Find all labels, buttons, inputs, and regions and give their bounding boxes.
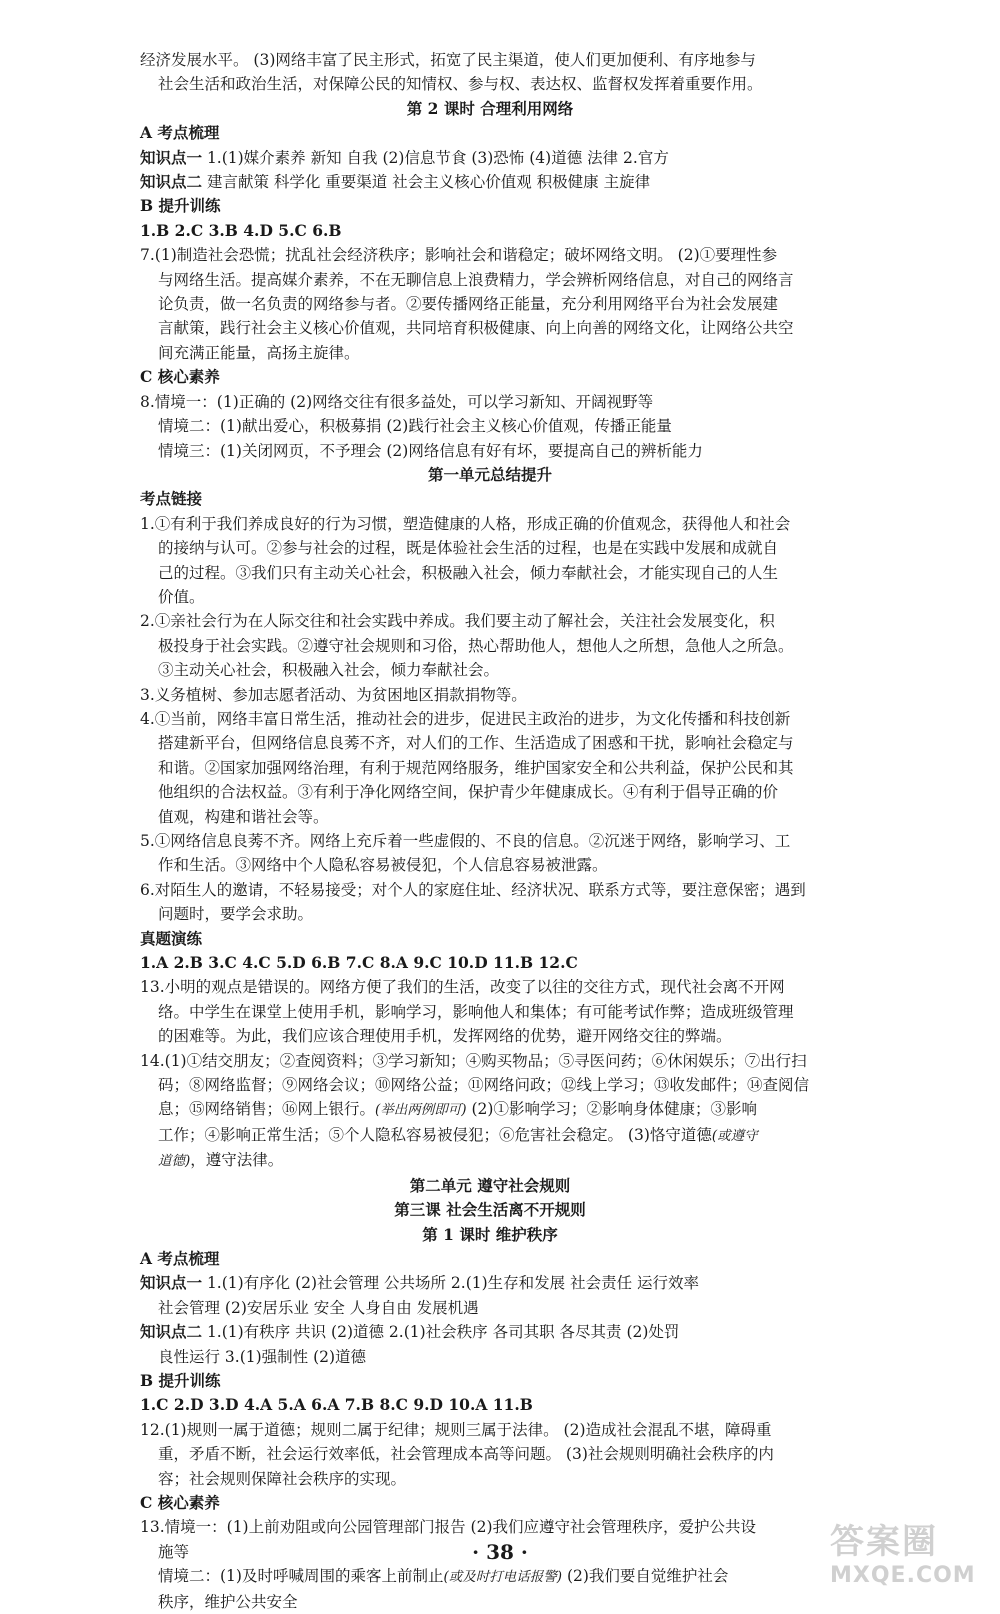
period-title: 第 1 课时 维护秩序 [422, 1224, 558, 1244]
text-line: 己的过程。③我们只有主动关心社会，积极融入社会，倾力奉献社会，才能实现自己的人生 [158, 563, 779, 582]
lesson-title: 第 2 课时 合理利用网络 [406, 98, 574, 118]
answer-3: 3.义务植树、参加志愿者活动、为贫困地区捐款捐物等。 [140, 685, 527, 704]
text-line: 7.(1)制造社会恐慌；扰乱社会经济秩序；影响社会和谐稳定；破坏网络文明。 (2)①要理性参 [140, 246, 778, 265]
intro-paragraph [140, 48, 840, 97]
text-line: 重，矛盾不断，社会运行效率低，社会管理成本高等问题。 (3)社会规则明确社会秩序的内 [158, 1445, 774, 1464]
answer-14 [140, 1049, 840, 1174]
watermark-logo [830, 1514, 980, 1592]
text-line: 5.①网络信息良莠不齐。网络上充斥着一些虚假的、不良的信息。②沉迷于网络，影响学习、工 [140, 832, 791, 850]
text-line: 与网络生活。提高媒介素养，不在无聊信息上浪费精力，学会辨析网络信息，对自己的网络言 [158, 270, 794, 289]
text-line: 良性运行 3.(1)强制性 (2)道德 [158, 1347, 367, 1366]
text-line: 的困难等。为此，我们应该合理使用手机，发挥网络的优势，避开网络交往的弊端。 [158, 1027, 732, 1046]
text-line: 社会管理 (2)安居乐业 安全 人身自由 发展机遇 [158, 1298, 479, 1317]
text-line: 和谐。②国家加强网络治理，有利于规范网络服务，维护国家安全和公共利益，保护公民和其 [158, 758, 794, 777]
text-line: 搭建新平台，但网络信息良莠不齐，对人们的工作、生活造成了困惑和干扰，影响社会稳定与 [158, 734, 794, 753]
knowledge-point-text: 1.(1)有序化 (2)社会管理 公共场所 2.(1)生存和发展 社会责任 运行效率 [202, 1274, 700, 1293]
text-line: 络。中学生在课堂上使用手机，影响学习，影响他人和集体；有可能考试作弊；造成班级管理 [158, 1002, 794, 1021]
note-span: (或遵守 [711, 1127, 758, 1144]
text-line: 经济发展水平。 (3)网络丰富了民主形式，拓宽了民主渠道，使人们更加便利、有序地参与 [140, 51, 756, 69]
text-line: 论负责，做一名负责的网络参与者。②要传播网络正能量，充分利用网络平台为社会发展建 [158, 295, 779, 314]
page-number: · 38 · [472, 1540, 528, 1564]
text-line: 秩序，维护公共安全 [158, 1592, 298, 1611]
knowledge-point-label: 知识点二 [140, 172, 203, 192]
text-line: 8.情境一：(1)正确的 (2)网络交往有很多益处，可以学习新知、开阔视野等 [140, 392, 654, 411]
knowledge-point-text: 1.(1)有秩序 共识 (2)道德 2.(1)社会秩序 各司其职 各尽其责 (2)处罚 [202, 1323, 680, 1342]
text-line: 容；社会规则保障社会秩序的实现。 [158, 1469, 407, 1488]
section-heading: B 提升训练 [140, 196, 221, 216]
unit-title: 第二单元 遵守社会规则 [409, 1175, 571, 1195]
knowledge-point-label: 知识点一 [140, 147, 203, 167]
text-line: 情境二：(1)献出爱心，积极募捐 (2)践行社会主义核心价值观，传播正能量 [158, 417, 672, 436]
lesson-title: 第三课 社会生活离不开规则 [394, 1200, 586, 1220]
knowledge-point-label: 知识点一 [140, 1273, 203, 1293]
text-line: 作和生活。③网络中个人隐私容易被侵犯，个人信息容易被泄露。 [158, 856, 608, 875]
answer-5 [140, 829, 840, 878]
watermark-url: MXQE.COM [830, 1563, 976, 1588]
text-line: 间充满正能量，高扬主旋律。 [158, 343, 360, 362]
section-heading: A 考点梳理 [140, 123, 220, 143]
answer-13-unit2 [140, 1515, 840, 1614]
text-line: 14.(1)①结交朋友；②查阅资料；③学习新知；④购买物品；⑤寻医问药；⑥休闲娱乐；⑦出行扫 [140, 1051, 807, 1070]
section-heading: C 核心素养 [140, 367, 220, 387]
text-line: 13.情境一：(1)上前劝阻或向公园管理部门报告 (2)我们应遵守社会管理秩序，爱护公共设 [140, 1518, 756, 1537]
text-line: 价值。 [158, 587, 205, 606]
section-heading: C 核心素养 [140, 1492, 220, 1512]
knowledge-point-label: 知识点二 [140, 1322, 203, 1342]
section-heading: B 提升训练 [140, 1370, 221, 1390]
text-line: 13.小明的观点是错误的。网络方便了我们的生活，改变了以往的交往方式，现代社会离不开网 [140, 978, 785, 997]
answer-4 [140, 707, 840, 829]
text-line: 施等 [158, 1542, 190, 1561]
answer-page [140, 48, 840, 1614]
text-line: 2.①亲社会行为在人际交往和社会实践中养成。我们要主动了解社会，关注社会发展变化，积 [140, 612, 775, 631]
watermark-logo-text: 答案圈 [830, 1522, 938, 1562]
text-line: 情境三：(1)关闭网页，不予理会 (2)网络信息有好有坏，要提高自己的辨析能力 [158, 441, 703, 460]
note-span: (或及时打电话报警) [443, 1569, 563, 1586]
answer-12 [140, 1418, 840, 1491]
unit-summary-title: 第一单元总结提升 [427, 464, 552, 484]
text-line: 12.(1)规则一属于道德；规则二属于纪律；规则三属于法律。 (2)造成社会混乱不堪，障碍重 [140, 1420, 772, 1439]
text-line: 1.①有利于我们养成良好的行为习惯，塑造健康的人格，形成正确的价值观念，获得他人和社会 [140, 514, 791, 533]
text-span: (2)我们要自觉维护社会 [562, 1567, 729, 1586]
text-line: 码；⑧网络监督；⑨网络会议；⑩网络公益；⑪网络问政；⑫线上学习；⑬收发邮件；⑭查阅信 [158, 1076, 810, 1095]
text-line: 值观，构建和谐社会等。 [158, 807, 329, 826]
text-span: ，遵守法律。 [190, 1151, 284, 1170]
section-heading: A 考点梳理 [140, 1248, 220, 1268]
section-heading: 真题演练 [140, 928, 203, 948]
text-line: 的接纳与认可。②参与社会的过程，既是体验社会生活的过程，也是在实践中发展和成就自 [158, 539, 779, 558]
note-span: (举出两例即可) [375, 1102, 467, 1119]
text-line: 6.对陌生人的邀请，不轻易接受；对个人的家庭住址、经济状况、联系方式等，要注意保密；遇到 [140, 880, 806, 899]
choice-answers: 1.C 2.D 3.D 4.A 5.A 6.A 7.B 8.C 9.D 10.A 11.B [140, 1395, 533, 1415]
answer-13 [140, 975, 840, 1048]
text-line: 极投身于社会实践。②遵守社会规则和习俗，热心帮助他人，想他人之所想，急他人之所急。 [158, 636, 794, 655]
text-line: 社会生活和政治生活，对保障公民的知情权、参与权、表达权、监督权发挥着重要作用。 [158, 75, 763, 94]
text-span: 工作；④影响正常生活；⑤个人隐私容易被侵犯；⑥危害社会稳定。 (3)恪守道德 [158, 1125, 712, 1144]
answer-1 [140, 512, 840, 610]
text-span: 情境二：(1)及时呼喊周围的乘客上前制止 [158, 1567, 444, 1586]
answer-8 [140, 390, 840, 463]
text-span: 息；⑮网络销售；⑯网上银行。 [158, 1100, 376, 1119]
text-line: 言献策，践行社会主义核心价值观，共同培育积极健康、向上向善的网络文化，让网络公共空 [158, 319, 794, 338]
knowledge-point-text: 建言献策 科学化 重要渠道 社会主义核心价值观 积极健康 主旋律 [202, 173, 651, 192]
choice-answers: 1.B 2.C 3.B 4.D 5.C 6.B [140, 220, 342, 240]
text-line: 他组织的合法权益。③有利于净化网络空间，保护青少年健康成长。④有利于倡导正确的价 [158, 783, 779, 802]
section-heading: 考点链接 [140, 489, 203, 509]
text-line: 4.①当前，网络丰富日常生活，推动社会的进步，促进民主政治的进步，为文化传播和科技创新 [140, 709, 791, 728]
text-line: 问题时，要学会求助。 [158, 905, 314, 924]
answer-7 [140, 243, 840, 365]
note-span: 道德) [158, 1153, 191, 1170]
choice-answers: 1.A 2.B 3.C 4.C 5.D 6.B 7.C 8.A 9.C 10.D 11.B 12.C [140, 953, 578, 973]
answer-2 [140, 609, 840, 682]
answer-6 [140, 878, 840, 927]
knowledge-point-text: 1.(1)媒介素养 新知 自我 (2)信息节食 (3)恐怖 (4)道德 法律 2.官方 [202, 148, 669, 167]
text-span: (2)①影响学习；②影响身体健康；③影响 [466, 1100, 757, 1119]
text-line: ③主动关心社会，积极融入社会，倾力奉献社会。 [158, 661, 500, 680]
